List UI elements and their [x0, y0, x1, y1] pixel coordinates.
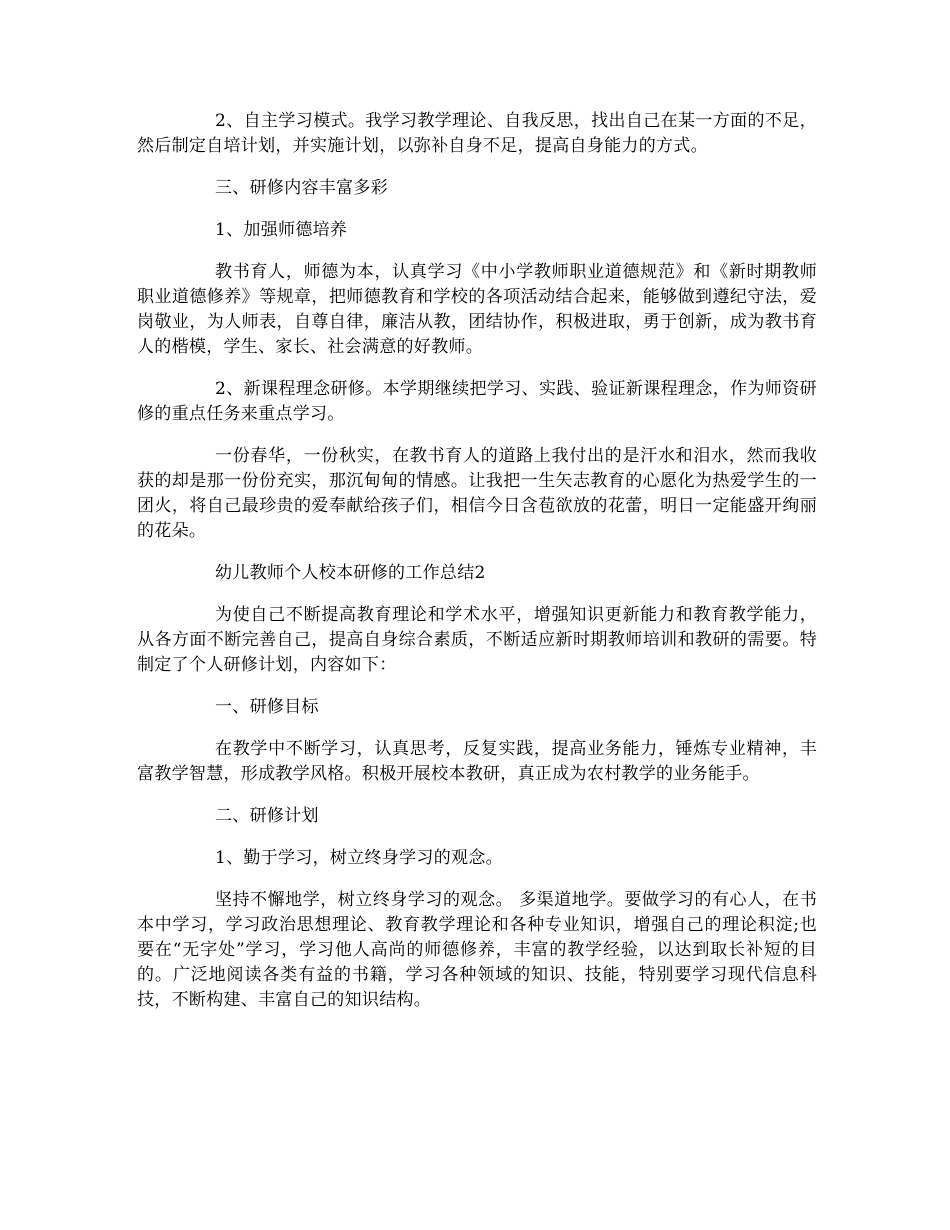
section-heading-plan: 二、研修计划 — [215, 806, 319, 826]
paragraph-goals: 在教学中不断学习，认真思考，反复实践，提高业务能力，锤炼专业精神，丰富教学智慧，形成教学风格。积极开展校本教研，真正成为农村教学的业务能手。 — [137, 739, 817, 784]
paragraph-lifelong-learning: 坚持不懈地学，树立终身学习的观念。 多渠道地学。要做学习的有心人，在书本中学习，学习政治思想理论、教育教学理论和各种专业知识，增强自己的理论积淀;也要在“无字处”学习，学习他人高尚的师德修养，丰富的教学经验，以达到取长补短的目的。广泛地阅读各类有益的书籍，学习各种领域的知识、技能，特别要学习现代信息科技，不断构建、丰富自己的知识结构。 — [137, 890, 817, 1010]
paragraph-intro: 为使自己不断提高教育理论和学术水平，增强知识更新能力和教育教学能力，从各方面不断完善自己，提高自身综合素质，不断适应新时期教师培训和教研的需要。特制定了个人研修计划，内容如下： — [137, 605, 817, 675]
document-body — [137, 109, 817, 1030]
paragraph-ethics: 教书育人，师德为本，认真学习《中小学教师职业道德规范》和《新时期教师职业道德修养》等规章，把师德教育和学校的各项活动结合起来，能够做到遵纪守法，爱岗敬业，为人师表，自尊自律，廉洁从教，团结协作，积极进取，勇于创新，成为教书育人的楷模，学生、家长、社会满意的好教师。 — [137, 262, 817, 357]
subheading-lifelong-learning: 1、勤于学习，树立终身学习的观念。 — [215, 848, 503, 868]
paragraph-self-study-mode: 2、自主学习模式。我学习教学理论、自我反思，找出自己在某一方面的不足，然后制定自培计划，并实施计划，以弥补自身不足，提高自身能力的方式。 — [137, 111, 817, 156]
subheading-ethics: 1、加强师德培养 — [215, 220, 348, 240]
section-heading-goals: 一、研修目标 — [215, 697, 319, 717]
paragraph-new-curriculum: 2、新课程理念研修。本学期继续把学习、实践、验证新课程理念，作为师资研修的重点任务来重点学习。 — [137, 379, 817, 424]
section-heading-content: 三、研修内容丰富多彩 — [215, 178, 388, 198]
document-subtitle: 幼儿教师个人校本研修的工作总结2 — [215, 563, 486, 583]
paragraph-reflection: 一份春华，一份秋实，在教书育人的道路上我付出的是汗水和泪水，然而我收获的却是那一份份充实，那沉甸甸的情感。让我把一生矢志教育的心愿化为热爱学生的一团火，将自己最珍贵的爱奉献给孩子们，相信今日含苞欲放的花蕾，明日一定能盛开绚丽的花朵。 — [137, 446, 817, 541]
